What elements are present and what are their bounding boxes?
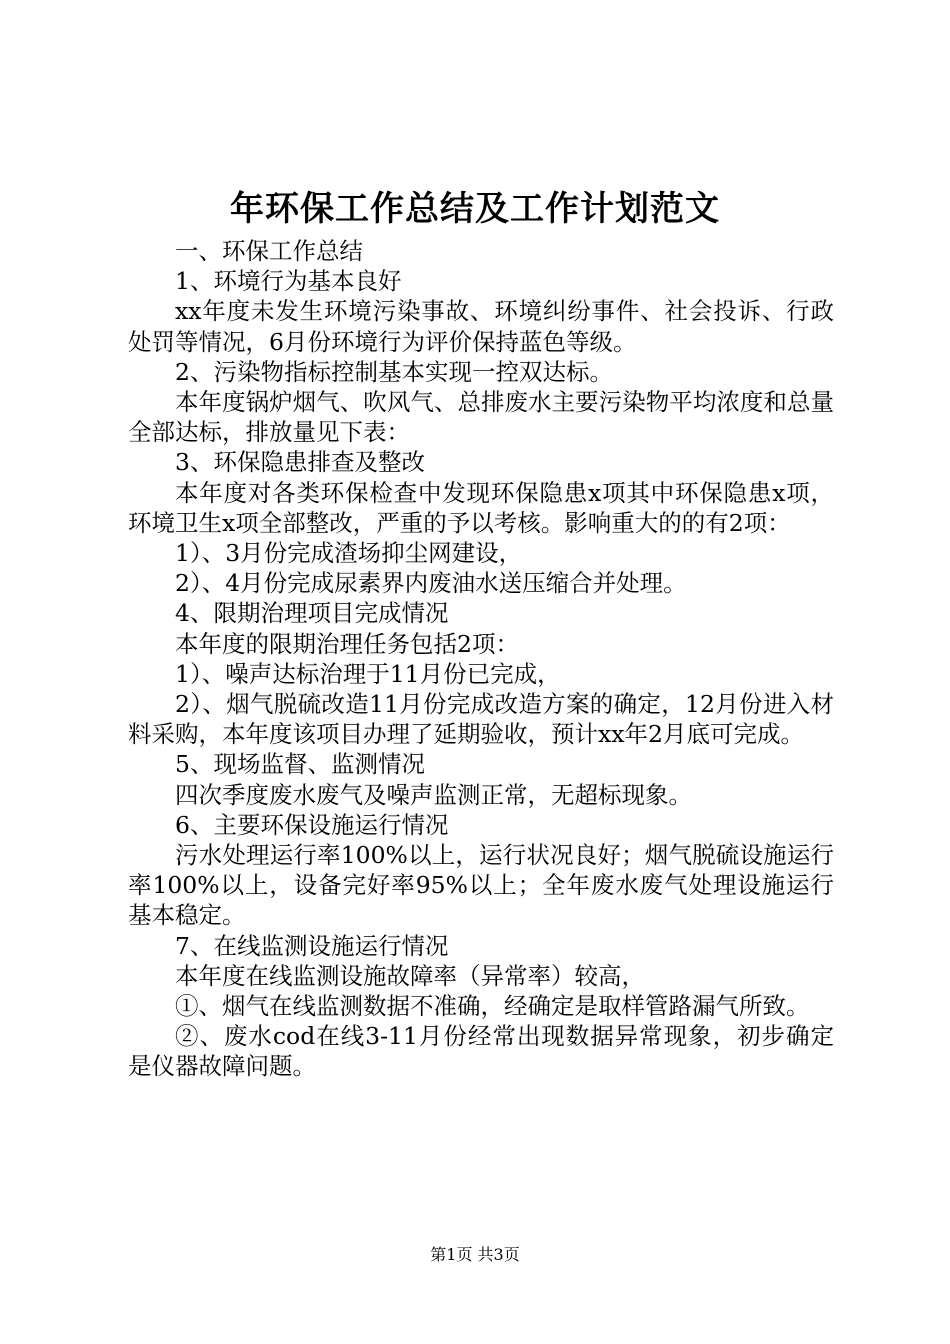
paragraph: xx年度未发生环境污染事故、环境纠纷事件、社会投诉、行政处罚等情况，6月份环境行为评价保持蓝色等级。 [128, 297, 834, 356]
paragraph: 本年度的限期治理任务包括2项： [175, 629, 519, 658]
paragraph: 本年度在线监测设施故障率（异常率）较高， [175, 961, 645, 990]
list-item: 1）、3月份完成渣场抑尘网建设， [175, 539, 523, 568]
subsection-heading: 3、环保隐患排查及整改 [175, 448, 425, 477]
list-item: 2）、4月份完成尿素界内废油水送压缩合并处理。 [175, 569, 687, 598]
section-heading: 一、环保工作总结 [175, 237, 363, 265]
paragraph: 污水处理运行率100%以上，运行状况良好；烟气脱硫设施运行率100%以上，设备完好率95%以上；全年废水废气处理设施运行基本稳定。 [128, 841, 834, 930]
paragraph: 四次季度废水废气及噪声监测正常，无超标现象。 [175, 780, 692, 809]
subsection-heading: 4、限期治理项目完成情况 [175, 599, 449, 628]
page-footer: 第1页 共3页 [430, 1245, 520, 1264]
subsection-heading: 5、现场监督、监测情况 [175, 750, 425, 779]
list-item: 1）、噪声达标治理于11月份已完成， [175, 659, 561, 688]
subsection-heading: 1、环境行为基本良好 [175, 267, 402, 296]
subsection-heading: 2、污染物指标控制基本实现一控双达标。 [175, 357, 613, 386]
list-item: 2）、烟气脱硫改造11月份完成改造方案的确定，12月份进入材料采购，本年度该项目办理了延期验收，预计xx年2月底可完成。 [128, 690, 834, 749]
paragraph: 本年度锅炉烟气、吹风气、总排废水主要污染物平均浓度和总量全部达标，排放量见下表： [128, 388, 834, 447]
paragraph: 本年度对各类环保检查中发现环保隐患x项其中环保隐患x项，环境卫生x项全部整改，严重的予以考核。影响重大的的有2项： [128, 478, 834, 537]
subsection-heading: 6、主要环保设施运行情况 [175, 810, 449, 839]
subsection-heading: 7、在线监测设施运行情况 [175, 931, 449, 960]
list-item: ②、废水cod在线3-11月份经常出现数据异常现象，初步确定是仪器故障问题。 [128, 1022, 834, 1081]
list-item: ①、烟气在线监测数据不准确，经确定是取样管路漏气所致。 [175, 992, 810, 1021]
document-body [128, 236, 834, 1082]
document-title: 年环保工作总结及工作计划范文 [230, 189, 720, 229]
